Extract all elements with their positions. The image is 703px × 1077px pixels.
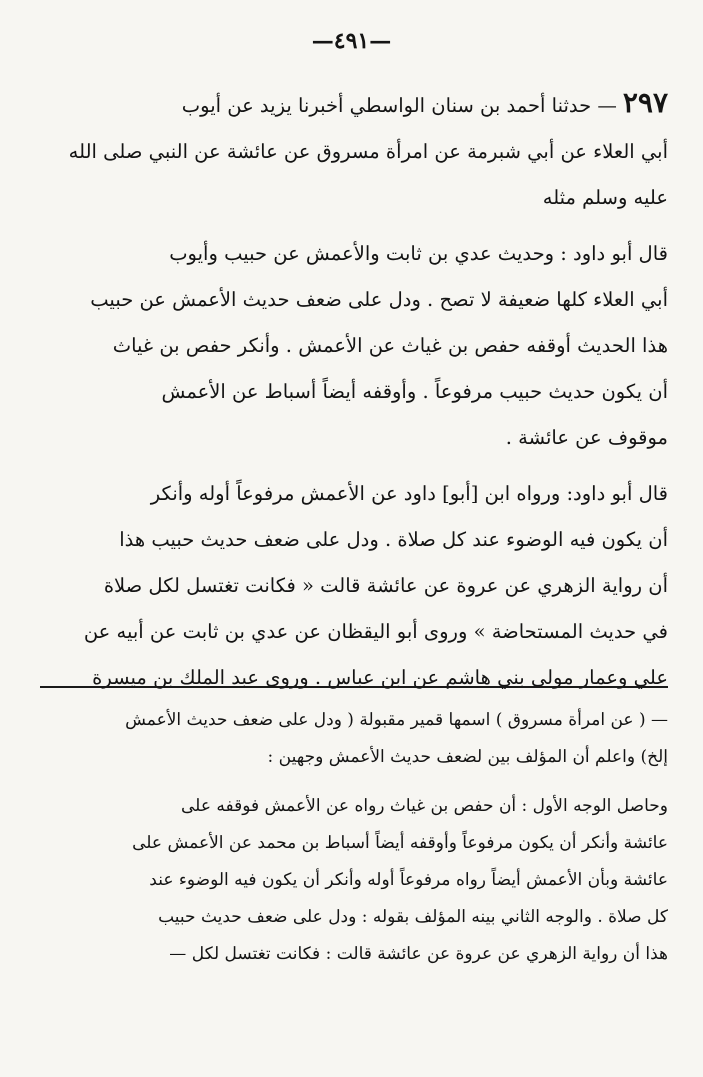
text-line: هذا الحديث أوقفه حفص بن غياث عن الأعمش . وأنكر حفص بن غياث (112, 334, 668, 357)
text-line: في حديث المستحاضة » وروى أبو اليقظان عن عدي بن ثابت عن أبيه عن (83, 620, 668, 643)
note-line: وحاصل الوجه الأول : أن حفص بن غياث رواه عن الأعمش فوقفه على (181, 796, 668, 816)
footnote-divider (40, 686, 668, 688)
note-line: إلخ) واعلم أن المؤلف بين لضعف حديث الأعمش وجهين : (267, 747, 668, 767)
text-line: عليه وسلم مثله (542, 186, 668, 209)
page-number: —٤٩١— (311, 28, 392, 54)
text-line: موقوف عن عائشة . (505, 426, 668, 449)
main-text (40, 80, 668, 701)
text-line: أن يكون حديث حبيب مرفوعاً . وأوقفه أيضاً أسباط عن الأعمش (161, 380, 668, 403)
note-line: عائشة وأنكر أن يكون مرفوعاً وأوقفه أيضاً أسباط بن محمد عن الأعمش على (132, 833, 668, 853)
text-line: — حدثنا أحمد بن سنان الواسطي أخبرنا يزيد عن أيوب (181, 94, 617, 117)
note-line: عائشة وبأن الأعمش أيضاً رواه مرفوعاً أوله وأنكر أن يكون فيه الوضوء عند (149, 870, 668, 890)
note-line: — ( عن امرأة مسروق ) اسمها قمير مقبولة ( ودل على ضعف حديث الأعمش (125, 710, 668, 730)
hadith-number: ٢٩٧ (622, 86, 668, 119)
text-line: علي وعمار مولى بني هاشم عن ابن عباس . وروى عبد الملك بن ميسرة (92, 666, 668, 689)
text-line: أن يكون فيه الوضوء عند كل صلاة . ودل على ضعف حديث حبيب هذا (119, 528, 668, 551)
text-line: أن رواية الزهري عن عروة عن عائشة قالت « فكانت تغتسل لكل صلاة (103, 574, 668, 597)
text-line: قال أبو داود : وحديث عدي بن ثابت والأعمش عن حبيب وأيوب (169, 242, 668, 265)
text-line: أبي العلاء كلها ضعيفة لا تصح . ودل على ضعف حديث الأعمش عن حبيب (90, 288, 668, 311)
footnotes (40, 702, 668, 973)
note-line: هذا أن رواية الزهري عن عروة عن عائشة قالت : فكانت تغتسل لكل — (169, 944, 668, 964)
hadith-first-line (40, 80, 668, 129)
text-line: أبي العلاء عن أبي شبرمة عن امرأة مسروق عن عائشة عن النبي صلى الله (68, 140, 668, 163)
text-line: قال أبو داود: ورواه ابن [أبو] داود عن الأعمش مرفوعاً أوله وأنكر (150, 482, 668, 505)
note-line: كل صلاة . والوجه الثاني بينه المؤلف بقوله : ودل على ضعف حديث حبيب (158, 907, 668, 927)
